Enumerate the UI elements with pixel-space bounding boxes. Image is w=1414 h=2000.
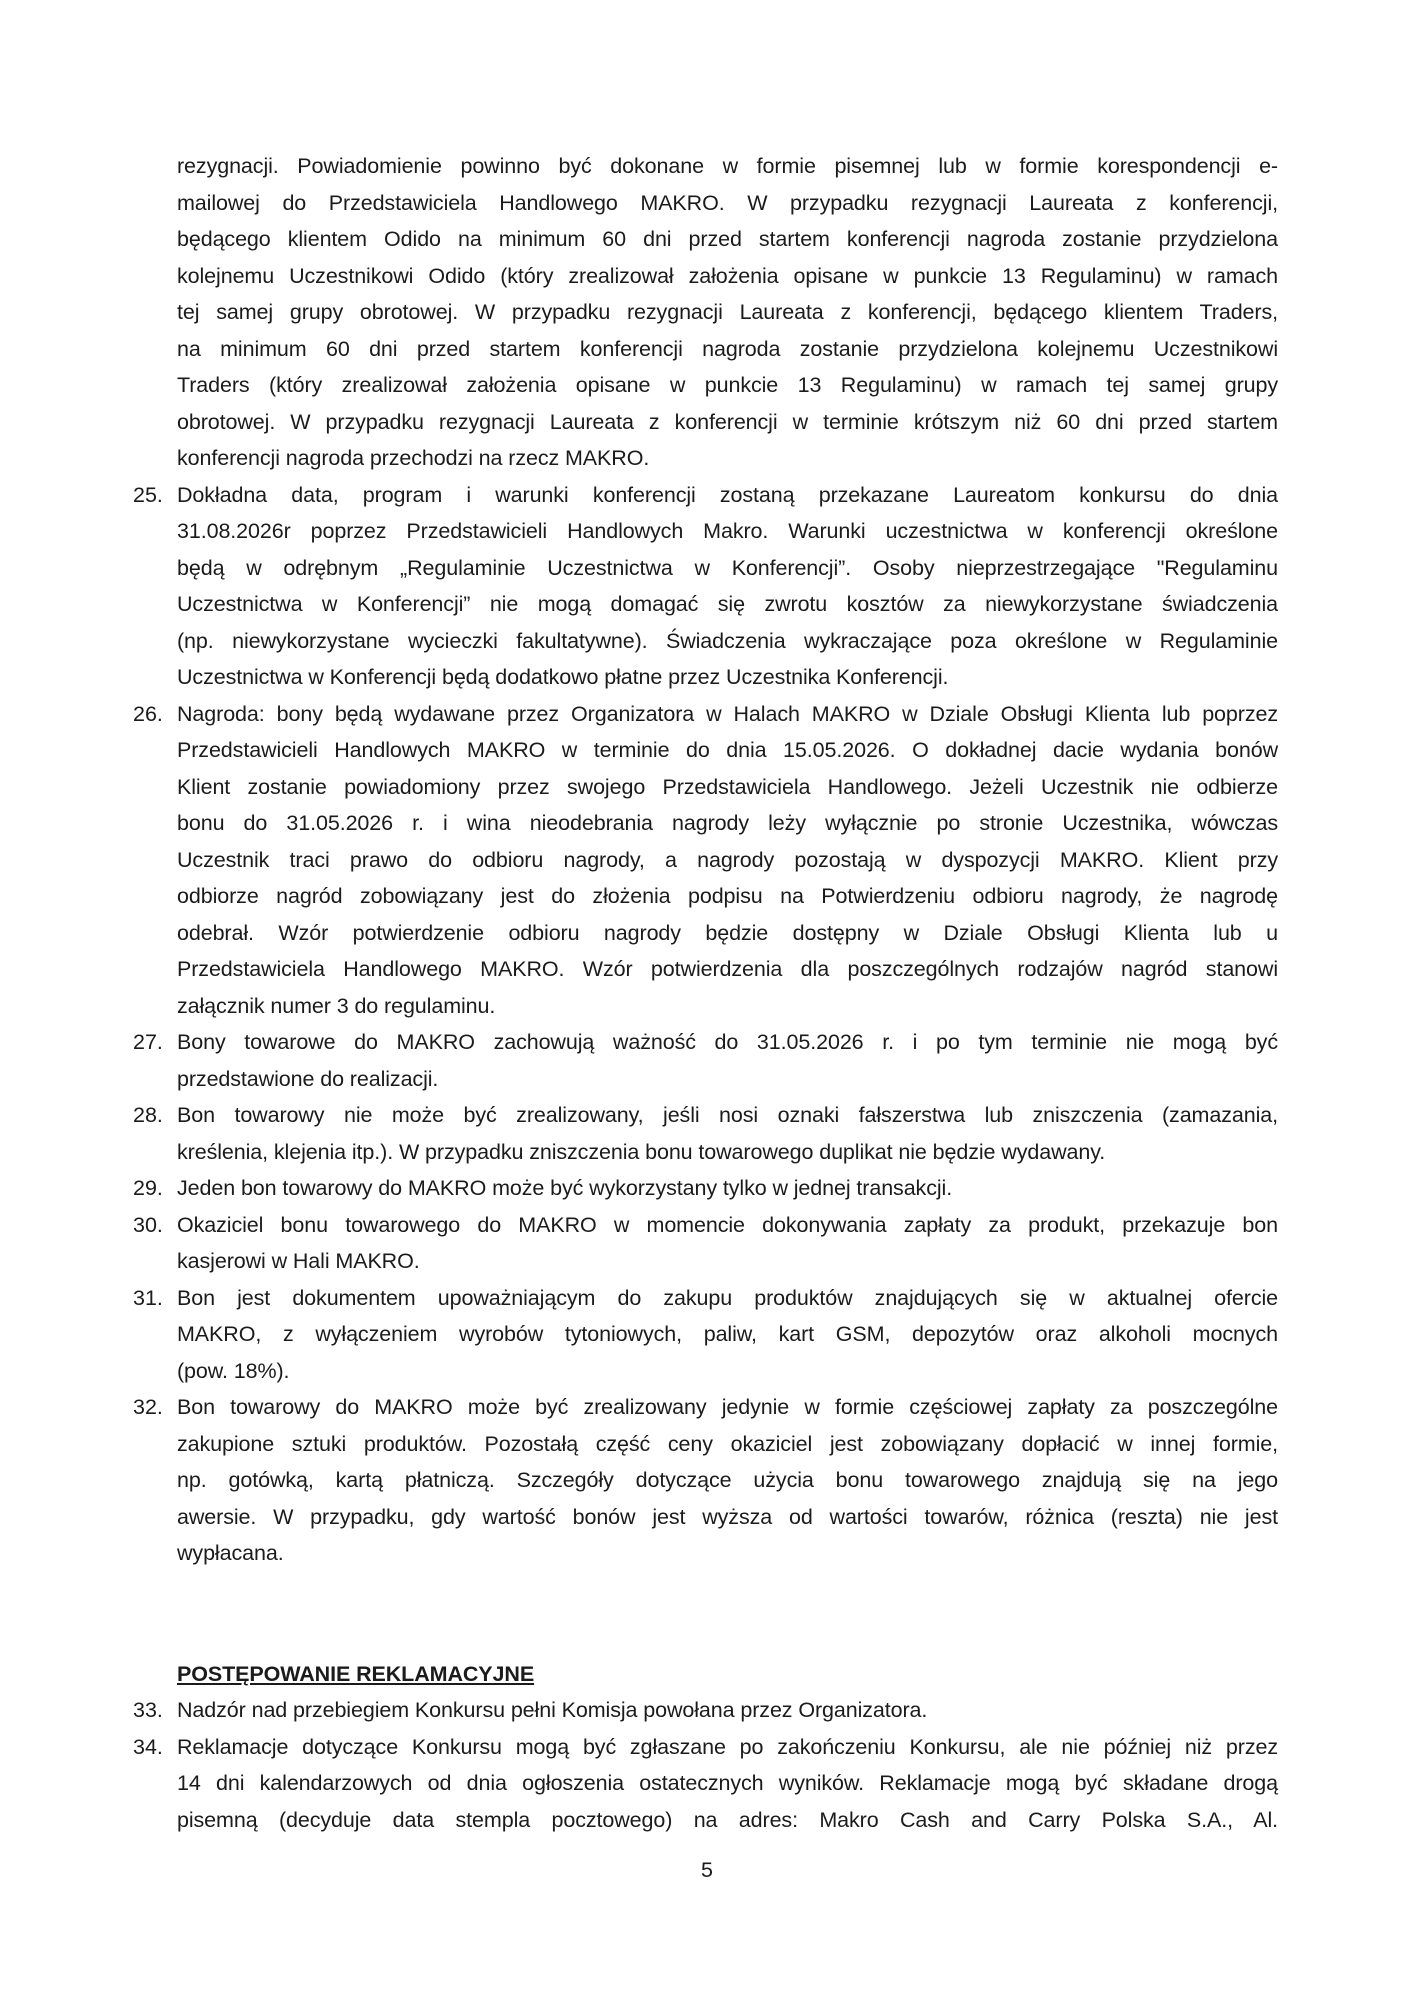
text-line: tej samej grupy obrotowej. W przypadku rezygnacji Laureata z konferencji, będącego klientem Traders,: [177, 300, 1278, 324]
list-item-number: 32.: [133, 1395, 163, 1419]
text-line: Reklamacje dotyczące Konkursu mogą być zgłaszane po zakończeniu Konkursu, ale nie później niż przez: [177, 1734, 1278, 1759]
text-line: załącznik numer 3 do regulaminu.: [177, 993, 496, 1018]
text-line: (pow. 18%).: [177, 1358, 290, 1383]
document-body: [133, 148, 1278, 1838]
list-item-number: 25.: [133, 482, 163, 507]
text-line: Nagroda: bony będą wydawane przez Organizatora w Halach MAKRO w Dziale Obsługi Klienta lub poprzez: [177, 701, 1278, 726]
text-line: Okaziciel bonu towarowego do MAKRO w momencie dokonywania zapłaty za produkt, przekazuje bon: [177, 1212, 1278, 1237]
list-item-number: 26.: [133, 701, 163, 726]
text-line: Bon jest dokumentem upoważniającym do zakupu produktów znajdujących się w aktualnej ofercie: [177, 1285, 1278, 1310]
text-line: Nadzór nad przebiegiem Konkursu pełni Komisja powołana przez Organizatora.: [177, 1698, 928, 1722]
text-line: odbiorze nagród zobowiązany jest do złożenia podpisu na Potwierdzeniu odbioru nagrody, że nagrodę: [177, 884, 1278, 908]
text-line: Przedstawiciela Handlowego MAKRO. Wzór potwierdzenia dla poszczególnych rodzajów nagród stanowi: [177, 957, 1278, 981]
list-item: [133, 477, 1278, 696]
list-item: [133, 1097, 1278, 1170]
text-line: bonu do 31.05.2026 r. i wina nieodebrania nagrody leży wyłącznie po stronie Uczestnika, wówczas: [177, 811, 1278, 835]
text-line: Jeden bon towarowy do MAKRO może być wykorzystany tylko w jednej transakcji.: [177, 1176, 953, 1200]
text-line: kasjerowi w Hali MAKRO.: [177, 1249, 420, 1273]
list-item-number: 31.: [133, 1285, 163, 1310]
list-item: [133, 1207, 1278, 1280]
list-item-number: 28.: [133, 1103, 163, 1127]
text-line: MAKRO, z wyłączeniem wyrobów tytoniowych, paliw, kart GSM, depozytów oraz alkoholi mocnych: [177, 1322, 1278, 1346]
text-line: Bon towarowy nie może być zrealizowany, jeśli nosi oznaki fałszerstwa lub zniszczenia (zamazania,: [177, 1103, 1278, 1127]
section-heading: [133, 1656, 1278, 1693]
paragraph: [133, 148, 1278, 477]
text-line: będą w odrębnym „Regulaminie Uczestnictwa w Konferencji”. Osoby nieprzestrzegające "Regulaminu: [177, 555, 1278, 580]
text-line: 31.08.2026r poprzez Przedstawicieli Handlowych Makro. Warunki uczestnictwa w konferencji określone: [177, 519, 1278, 543]
text-line: np. gotówką, kartą płatniczą. Szczegóły dotyczące użycia bonu towarowego znajdują się na jego: [177, 1468, 1278, 1492]
list-item: [133, 1389, 1278, 1572]
text-line: Klient zostanie powiadomiony przez swojego Przedstawiciela Handlowego. Jeżeli Uczestnik nie odbierze: [177, 774, 1278, 799]
text-line: (np. niewykorzystane wycieczki fakultatywne). Świadczenia wykraczające poza określone w Regulaminie: [177, 628, 1278, 653]
text-line: konferencji nagroda przechodzi na rzecz MAKRO.: [177, 446, 650, 470]
text-line: obrotowej. W przypadku rezygnacji Laureata z konferencji w terminie krótszym niż 60 dni przed startem: [177, 409, 1278, 434]
text-line: Uczestnik traci prawo do odbioru nagrody, a nagrody pozostają w dyspozycji MAKRO. Klient przy: [177, 847, 1278, 872]
list-item: [133, 696, 1278, 1025]
list-item: [133, 1729, 1278, 1839]
page-number: 5: [701, 1858, 713, 1882]
list-item: [133, 1024, 1278, 1097]
text-line: Bony towarowe do MAKRO zachowują ważność do 31.05.2026 r. i po tym terminie nie mogą być: [177, 1030, 1278, 1054]
text-line: mailowej do Przedstawiciela Handlowego MAKRO. W przypadku rezygnacji Laureata z konferencji,: [177, 190, 1278, 215]
list-item-number: 29.: [133, 1176, 163, 1200]
text-line: zakupione sztuki produktów. Pozostałą część ceny okaziciel jest zobowiązany dopłacić w innej formie,: [177, 1431, 1278, 1456]
text-line: będącego klientem Odido na minimum 60 dni przed startem konferencji nagroda zostanie przydzielona: [177, 227, 1278, 251]
text-line: 14 dni kalendarzowych od dnia ogłoszenia ostatecznych wyników. Reklamacje mogą być składane drogą: [177, 1771, 1278, 1795]
text-line: pisemną (decyduje data stempla pocztowego) na adres: Makro Cash and Carry Polska S.A., Al.: [177, 1807, 1278, 1832]
text-line: Przedstawicieli Handlowych MAKRO w terminie do dnia 15.05.2026. O dokładnej dacie wydania bonów: [177, 738, 1278, 762]
text-line: rezygnacji. Powiadomienie powinno być dokonane w formie pisemnej lub w formie korespondencji e-: [177, 154, 1278, 178]
text-line: kolejnemu Uczestnikowi Odido (który zrealizował założenia opisane w punkcie 13 Regulaminu) w ramach: [177, 263, 1278, 288]
text-line: na minimum 60 dni przed startem konferencji nagroda zostanie przydzielona kolejnemu Uczestnikowi: [177, 336, 1278, 361]
text-line: odebrał. Wzór potwierdzenie odbioru nagrody będzie dostępny w Dziale Obsługi Klienta lub u: [177, 920, 1278, 945]
text-line: awersie. W przypadku, gdy wartość bonów jest wyższa od wartości towarów, różnica (reszta) nie jest: [177, 1504, 1278, 1529]
text-line: wypłacana.: [177, 1541, 284, 1565]
list-item: [133, 1170, 1278, 1207]
list-item-number: 34.: [133, 1734, 163, 1759]
list-item-number: 27.: [133, 1030, 163, 1054]
list-item-number: 33.: [133, 1698, 163, 1722]
text-line: Uczestnictwa w Konferencji” nie mogą domagać się zwrotu kosztów za niewykorzystane świadczenia: [177, 592, 1278, 616]
text-line: kreślenia, klejenia itp.). W przypadku zniszczenia bonu towarowego duplikat nie będzie wydawany.: [177, 1139, 1106, 1164]
text-line: Traders (który zrealizował założenia opisane w punkcie 13 Regulaminu) w ramach tej samej grupy: [177, 373, 1278, 397]
text-line: Bon towarowy do MAKRO może być zrealizowany jedynie w formie częściowej zapłaty za poszczególne: [177, 1395, 1278, 1419]
list-item-number: 30.: [133, 1212, 163, 1237]
heading-text: POSTĘPOWANIE REKLAMACYJNE: [177, 1661, 535, 1686]
list-item: [133, 1280, 1278, 1390]
text-line: Uczestnictwa w Konferencji będą dodatkowo płatne przez Uczestnika Konferencji.: [177, 665, 949, 689]
text-line: przedstawione do realizacji.: [177, 1066, 439, 1091]
text-line: Dokładna data, program i warunki konferencji zostaną przekazane Laureatom konkursu do dnia: [177, 482, 1278, 507]
list-item: [133, 1692, 1278, 1729]
